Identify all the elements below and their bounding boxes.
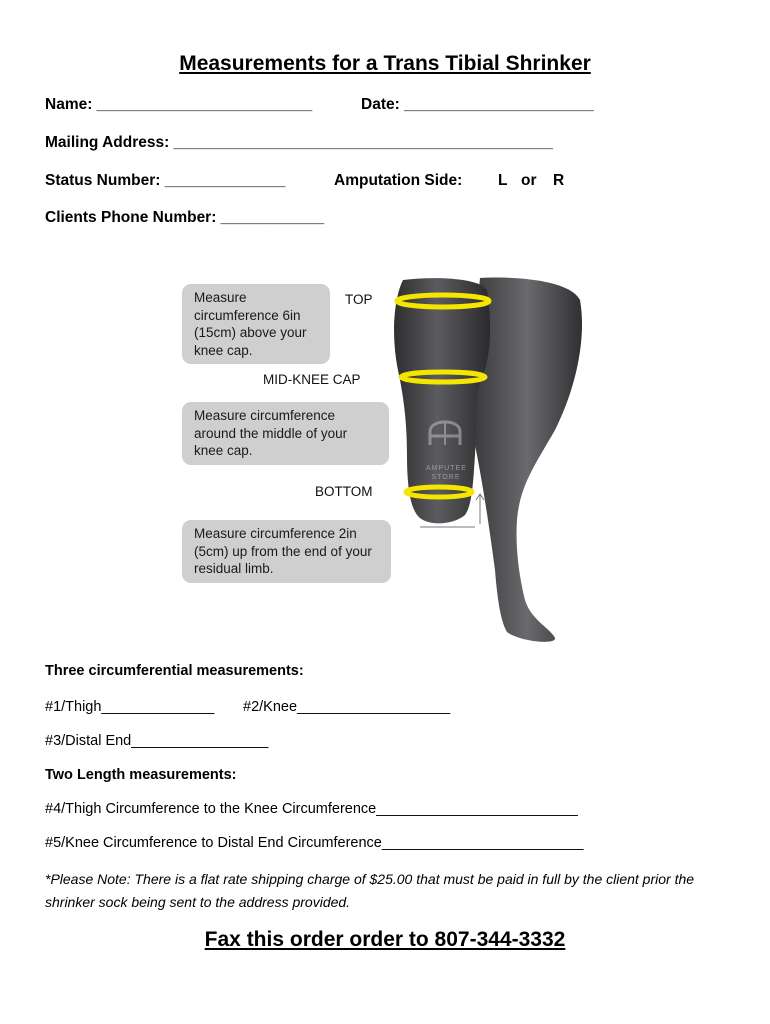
- fax-instruction: Fax this order order to 807-344-3332: [204, 928, 566, 951]
- shipping-note: *Please Note: There is a flat rate shipping charge of $25.00 that must be paid in full by the client prior the shrinker sock being sent to the address provided.: [45, 871, 695, 910]
- bubble-bottom: Measure circumference 2in (5cm) up from the end of your residual limb.: [182, 520, 391, 583]
- mailing-address-field[interactable]: Mailing Address: ____________________________________________: [45, 134, 553, 151]
- side-left-option[interactable]: L: [498, 172, 508, 189]
- label-top: TOP: [345, 292, 373, 307]
- label-mid-knee-cap: MID-KNEE CAP: [263, 372, 361, 387]
- length-heading: Two Length measurements:: [45, 767, 237, 783]
- page-title: Measurements for a Trans Tibial Shrinker: [179, 52, 591, 75]
- thigh-to-knee-field[interactable]: #4/Thigh Circumference to the Knee Circumference_________________________: [45, 801, 578, 817]
- side-right-option[interactable]: R: [553, 172, 565, 189]
- side-or-text: or: [521, 172, 537, 189]
- bubble-mid: Measure circumference around the middle of your knee cap.: [182, 402, 389, 465]
- knee-to-distal-field[interactable]: #5/Knee Circumference to Distal End Circumference_________________________: [45, 835, 584, 851]
- logo-text: AMPUTEE STORE: [426, 465, 467, 481]
- bubble-top: Measure circumference 6in (15cm) above your knee cap.: [182, 284, 330, 364]
- thigh-field[interactable]: #1/Thigh______________: [45, 699, 215, 715]
- name-field[interactable]: Name: _________________________: [45, 96, 313, 113]
- phone-field[interactable]: Clients Phone Number: ____________: [45, 209, 325, 226]
- knee-field[interactable]: #2/Knee___________________: [243, 699, 451, 715]
- circumferential-heading: Three circumferential measurements:: [45, 663, 304, 679]
- amputation-side-label: Amputation Side:: [334, 172, 463, 189]
- label-bottom: BOTTOM: [315, 484, 373, 499]
- leg-measurement-figure: [175, 270, 595, 660]
- date-field[interactable]: Date: ______________________: [361, 96, 594, 113]
- status-number-field[interactable]: Status Number: ______________: [45, 172, 286, 189]
- distal-end-field[interactable]: #3/Distal End_________________: [45, 733, 269, 749]
